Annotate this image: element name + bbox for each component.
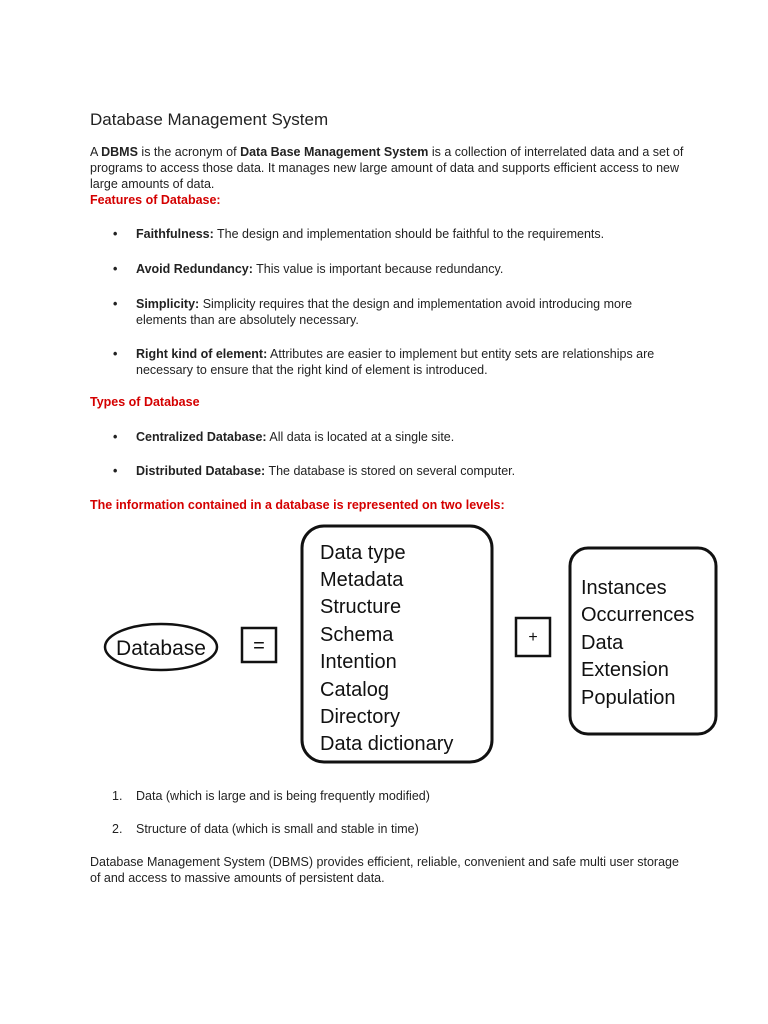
level-item bbox=[112, 788, 430, 804]
bullet-icon: • bbox=[113, 227, 118, 241]
feature-item bbox=[114, 346, 674, 378]
metadata-item: Data type bbox=[320, 542, 406, 564]
database-levels-diagram bbox=[0, 520, 768, 770]
page-title: Database Management System bbox=[90, 110, 329, 129]
feature-item bbox=[114, 261, 674, 277]
intro-text-1: A bbox=[90, 145, 102, 159]
level-item bbox=[112, 821, 419, 837]
type-term: Distributed Database: bbox=[136, 464, 266, 478]
features-heading: Features of Database: bbox=[90, 193, 221, 207]
instance-item: Occurrences bbox=[581, 604, 695, 626]
types-heading: Types of Database bbox=[90, 395, 200, 409]
plus-sign: + bbox=[528, 629, 538, 646]
metadata-item: Structure bbox=[320, 596, 402, 618]
intro-text-2: is the acronym of bbox=[137, 145, 241, 159]
type-term: Centralized Database: bbox=[136, 430, 267, 444]
metadata-item: Directory bbox=[320, 706, 401, 728]
type-item bbox=[114, 429, 674, 445]
bullet-icon: • bbox=[113, 430, 118, 444]
level-text: Data (which is large and is being frequently modified) bbox=[136, 789, 430, 803]
equals-sign: = bbox=[253, 635, 265, 657]
metadata-item: Catalog bbox=[320, 679, 389, 701]
level-number: 1. bbox=[112, 789, 123, 803]
bullet-icon: • bbox=[113, 262, 118, 276]
bullet-icon: • bbox=[113, 347, 118, 361]
instance-item: Data bbox=[581, 632, 624, 654]
intro-dbms-full: Data Base Management System bbox=[240, 145, 429, 159]
instance-item: Extension bbox=[581, 659, 669, 681]
type-item bbox=[114, 463, 674, 479]
feature-text: Simplicity requires that the design and implementation avoid introducing more elements than are absolutely necessary. bbox=[136, 297, 633, 327]
feature-term: Simplicity: bbox=[136, 297, 200, 311]
type-text: All data is located at a single site. bbox=[266, 430, 455, 444]
levels-heading: The information contained in a database is represented on two levels: bbox=[90, 498, 505, 512]
intro-paragraph bbox=[90, 144, 690, 192]
feature-term: Avoid Redundancy: bbox=[136, 262, 253, 276]
metadata-item: Schema bbox=[320, 624, 394, 646]
metadata-item: Data dictionary bbox=[320, 733, 454, 755]
feature-term: Right kind of element: bbox=[136, 347, 268, 361]
level-text: Structure of data (which is small and stable in time) bbox=[136, 822, 419, 836]
feature-text: This value is important because redundancy. bbox=[252, 262, 504, 276]
intro-dbms: DBMS bbox=[101, 145, 138, 159]
database-label: Database bbox=[116, 637, 206, 660]
feature-term: Faithfulness: bbox=[136, 227, 214, 241]
instance-item: Population bbox=[581, 687, 676, 709]
metadata-item: Metadata bbox=[320, 569, 404, 591]
bullet-icon: • bbox=[113, 464, 118, 478]
bullet-icon: • bbox=[113, 297, 118, 311]
type-text: The database is stored on several computer. bbox=[265, 464, 516, 478]
feature-item bbox=[114, 296, 674, 328]
metadata-item: Intention bbox=[320, 651, 397, 673]
closing-paragraph: Database Management System (DBMS) provides efficient, reliable, convenient and safe multi user storage of and access to massive amounts of persistent data. bbox=[90, 855, 679, 885]
feature-item bbox=[114, 226, 674, 242]
level-number: 2. bbox=[112, 822, 123, 836]
instance-item: Instances bbox=[581, 577, 667, 599]
feature-text: Attributes are easier to implement but entity sets are relationships are necessary to ensure that the right kind of element is introduced. bbox=[136, 347, 655, 377]
feature-text: The design and implementation should be faithful to the requirements. bbox=[213, 227, 605, 241]
intro-text-3: is a collection of interrelated data and a set of programs to access those data. It manages new large amount of data and supports efficient access to new large amounts of data. bbox=[90, 145, 684, 191]
